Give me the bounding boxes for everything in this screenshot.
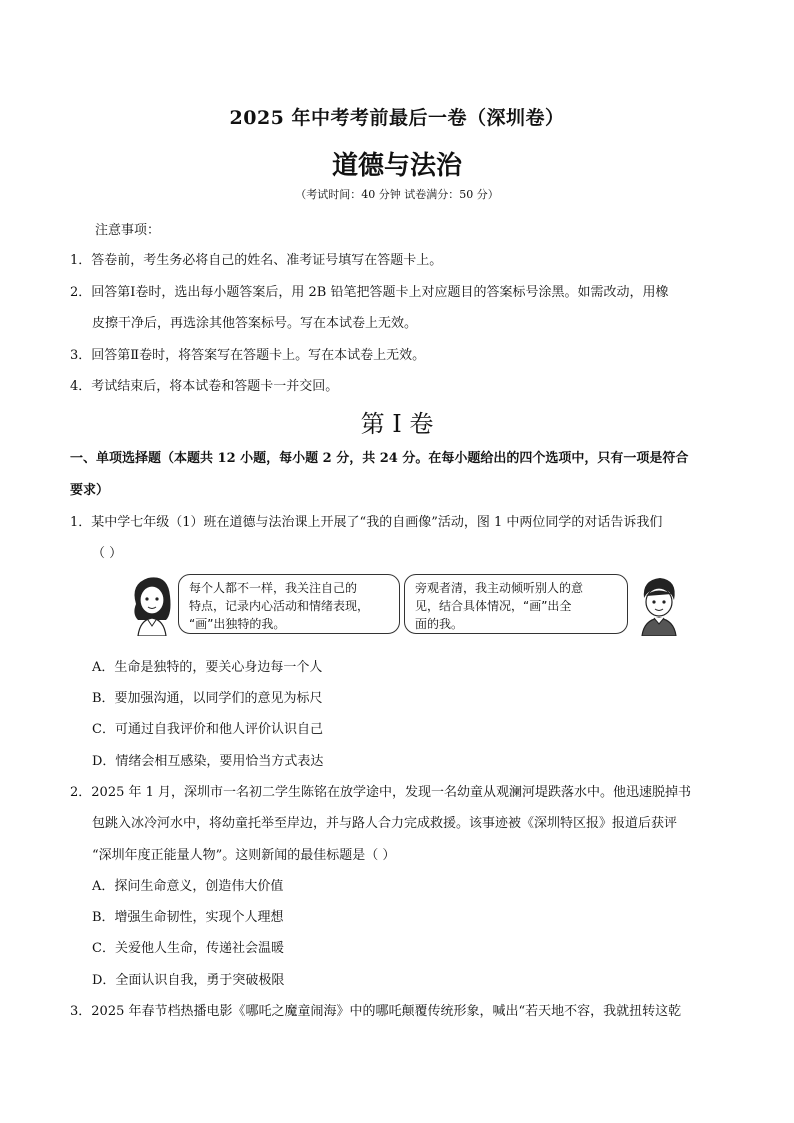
subject-title: 道德与法治 [331,151,462,181]
question-stem: 包跳入冰冷河水中，将幼童托举至岸边，并与路人合力完成救援。该事迹被《深圳特区报》报道后获评 [92,816,678,831]
speech-bubble-right [404,574,628,634]
question-stem: “深圳年度正能量人物”。这则新闻的最佳标题是（ ） [92,848,396,863]
exam-info: （考试时间：40 分钟 试卷满分：50 分） [295,188,499,201]
girl-student-illustration [128,574,176,636]
notice-item: 1．答卷前，考生务必将自己的姓名、准考证号填写在答题卡上。 [70,253,443,268]
question-stem: 3．2025 年春节档热播电影《哪吒之魔童闹海》中的哪吒颠覆传统形象，喊出“若天地不容，我就扭转这乾 [70,1004,682,1019]
bubble-text: 见，结合具体情况，“画”出全 [415,599,572,613]
exam-title: 2025 年中考考前最后一卷（深圳卷） [229,107,565,129]
part-heading: 一、单项选择题（本题共 12 小题，每小题 2 分，共 24 分。在每小题给出的四个选项中，只有一项是符合 [70,451,689,466]
option-c: C．关爱他人生命，传递社会温暖 [92,941,284,956]
option-a: A．生命是独特的，要关心身边每一个人 [92,660,323,675]
notice-item: 2．回答第Ⅰ卷时，选出每小题答案后，用 2B 铅笔把答题卡上对应题目的答案标号涂黑。如需改动，用橡 [70,285,669,300]
bubble-text: 特点，记录内心活动和情绪表现， [189,599,370,613]
answer-blank: （ ） [92,546,123,561]
notice-item: 4．考试结束后，将本试卷和答题卡一并交回。 [70,379,339,394]
option-b: B．要加强沟通，以同学们的意见为标尺 [92,691,323,706]
boy-student-illustration [634,574,684,636]
bubble-text: 面的我。 [415,617,464,631]
notice-heading: 注意事项： [95,223,161,238]
option-a: A．探问生命意义，创造伟大价值 [92,879,284,894]
option-b: B．增强生命韧性，实现个人理想 [92,910,284,925]
bubble-text: 每个人都不一样，我关注自己的 [189,581,358,595]
part-heading: 要求） [70,483,110,498]
notice-item: 3．回答第Ⅱ卷时，将答案写在答题卡上。写在本试卷上无效。 [70,348,426,363]
question-stem: 1．某中学七年级（1）班在道德与法治课上开展了“我的自画像”活动，图 1 中两位同学的对话告诉我们 [70,515,663,530]
option-c: C．可通过自我评价和他人评价认识自己 [92,722,323,737]
option-d: D．全面认识自我，勇于突破极限 [92,973,285,988]
notice-item: 皮擦干净后，再选涂其他答案标号。写在本试卷上无效。 [92,316,418,331]
speech-bubble-left [178,574,400,634]
section-title: 第 I 卷 [360,410,434,438]
option-d: D．情绪会相互感染，要用恰当方式表达 [92,754,324,769]
question-stem: 2．2025 年 1 月，深圳市一名初二学生陈铭在放学途中，发现一名幼童从观澜河堤跌落水中。他迅速脱掉书 [70,785,692,800]
bubble-text: “画”出独特的我。 [189,617,286,631]
bubble-text: 旁观者清，我主动倾听别人的意 [415,581,584,595]
